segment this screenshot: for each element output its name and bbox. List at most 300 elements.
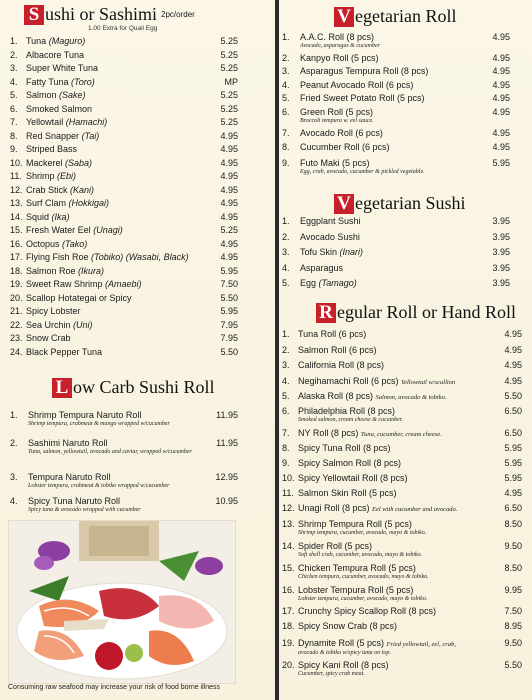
item-name-text: Tempura Naruto Roll [28, 472, 111, 482]
item-japanese-name: (Ika) [51, 211, 70, 222]
item-name-text: California Roll (8 pcs) [298, 360, 385, 370]
item-name [26, 90, 208, 101]
item-price: 4.95 [492, 107, 510, 117]
menu-item [10, 266, 238, 277]
item-description: Egg, crab, avocado, cucumber & pickled vegetable. [300, 169, 425, 175]
menu-item [282, 606, 522, 617]
item-name [298, 660, 494, 678]
item-number: 4. [10, 496, 18, 506]
menu-item [10, 50, 238, 61]
item-name-text: Crab Stick [26, 184, 68, 195]
menu-item [282, 443, 522, 454]
item-price: 4.95 [220, 238, 238, 249]
item-name-text: Chicken Tempura Roll (5 pcs) [298, 563, 416, 573]
item-name-text: Albacore Tuna [26, 49, 85, 60]
item-number: 6. [282, 406, 290, 416]
item-number: 22. [10, 319, 23, 330]
item-japanese-name: (Tai) [81, 130, 100, 141]
section-header-vegroll [334, 6, 456, 27]
menu-item [10, 496, 238, 514]
item-number: 12. [282, 503, 295, 513]
item-name [26, 198, 208, 209]
menu-item [10, 144, 238, 155]
item-number: 21. [10, 306, 23, 316]
item-name [26, 347, 208, 358]
item-name [298, 503, 494, 515]
item-price: 5.95 [220, 306, 238, 316]
item-name-text: Scallop Hotategai or Spicy [26, 292, 132, 303]
item-number: 20. [282, 660, 295, 670]
item-number: 19. [282, 638, 295, 648]
item-name-text: Salmon [26, 90, 57, 100]
item-number: 15. [10, 225, 23, 235]
item-name [26, 252, 208, 263]
item-number: 3. [10, 63, 18, 73]
menu-item [10, 347, 238, 358]
menu-item [282, 329, 522, 340]
item-name [26, 36, 208, 47]
item-name [298, 541, 494, 559]
item-number: 7. [282, 128, 290, 138]
item-number: 2. [282, 53, 290, 63]
item-price: 5.25 [220, 36, 238, 46]
menu-item [282, 638, 522, 657]
item-japanese-name: (Hamachi) [65, 117, 108, 127]
item-number: 1. [282, 329, 290, 339]
header-title: ow Carb Sushi Roll [73, 377, 215, 397]
header-initial: V [334, 194, 354, 214]
menu-item [282, 519, 522, 537]
item-description: Fried yellowtail, eel, crab, [386, 641, 456, 648]
item-price: 4.95 [492, 93, 510, 103]
item-name-text: Striped Bass [26, 144, 78, 154]
item-price: 5.25 [220, 90, 238, 100]
item-number: 3. [10, 472, 18, 482]
item-number: 1. [10, 410, 18, 420]
item-name [300, 66, 480, 77]
item-description: Tuna, cucumber, cream cheese. [360, 431, 442, 438]
item-price: 3.95 [492, 247, 510, 257]
menu-item [282, 232, 510, 243]
item-price: 9.95 [504, 585, 522, 595]
item-price: 6.50 [504, 406, 522, 416]
item-number: 18. [282, 621, 295, 631]
menu-item [10, 252, 238, 263]
item-price: 8.50 [504, 563, 522, 573]
menu-item [10, 212, 238, 223]
item-name-text: Super White Tuna [26, 63, 99, 73]
item-name-text: Spicy Tuna Naruto Roll [28, 496, 121, 506]
item-name-text: Red Snapper [26, 130, 80, 141]
item-japanese-name: (Unagi) [93, 225, 123, 235]
item-name-text: Sashimi Naruto Roll [28, 438, 108, 448]
item-number: 5. [282, 278, 290, 288]
item-price: 5.95 [504, 443, 522, 453]
item-name [300, 232, 480, 243]
item-name [26, 171, 208, 182]
menu-item [10, 77, 238, 88]
item-description: avocado & tobiko w/spicy tuna on top. [298, 650, 391, 656]
item-price: 5.25 [220, 63, 238, 73]
item-name [26, 158, 208, 169]
item-name [298, 406, 494, 424]
item-price: 7.50 [220, 279, 238, 289]
item-name [298, 376, 494, 388]
item-name [298, 473, 494, 484]
item-japanese-name: (Ebi) [57, 171, 77, 181]
menu-item [282, 473, 522, 484]
menu-item [10, 306, 238, 317]
item-name-text: Tofu Skin [300, 247, 338, 257]
item-description: Smoked salmon, cream cheese & cucumber. [298, 417, 403, 423]
menu-item [10, 158, 238, 169]
item-name [298, 458, 494, 469]
item-price: 8.50 [504, 519, 522, 529]
item-name-text: Avocado Roll (6 pcs) [300, 128, 383, 138]
item-name-text: Spider Roll (5 pcs) [298, 541, 373, 551]
item-number: 9. [282, 458, 290, 468]
item-price: 4.95 [220, 198, 238, 208]
menu-item [282, 53, 510, 64]
item-price: 7.50 [504, 606, 522, 616]
item-name [26, 104, 208, 115]
menu-item [282, 376, 522, 388]
item-name [300, 142, 480, 153]
item-name [298, 606, 494, 617]
item-description: Spicy tuna & avocado wrapped with cucumber [28, 507, 141, 513]
item-japanese-name: (Kani) [70, 184, 95, 195]
item-name-text: Yellowtail [26, 117, 64, 127]
item-name-text: Avocado Sushi [300, 231, 360, 242]
item-name [28, 472, 208, 490]
item-name-text: NY Roll (8 pcs) [298, 428, 359, 438]
item-number: 10. [282, 473, 295, 483]
item-name-text: Shrimp [26, 171, 55, 181]
header-title: ushi or Sashimi [45, 4, 158, 24]
item-name-text: Spicy Salmon Roll (8 pcs) [298, 458, 402, 468]
item-price: 4.95 [220, 171, 238, 181]
item-number: 3. [282, 247, 290, 257]
item-number: 13. [10, 198, 23, 208]
item-number: 1. [282, 216, 290, 226]
item-description: Eel with cucumber and avocado. [372, 506, 458, 513]
menu-item [10, 36, 238, 47]
item-name-text: Mackerel [26, 157, 63, 168]
item-price: 5.50 [220, 292, 238, 303]
menu-item [10, 117, 238, 128]
item-name-text: Asparagus [300, 262, 344, 273]
item-name-text: Squid [26, 211, 50, 222]
item-name [26, 212, 208, 223]
item-number: 3. [282, 360, 290, 370]
header-initial: V [334, 7, 354, 27]
item-price: 5.50 [504, 391, 522, 401]
item-number: 5. [282, 391, 290, 401]
item-number: 4. [282, 376, 290, 386]
menu-item [282, 458, 522, 469]
item-name [300, 247, 480, 258]
item-name [298, 585, 494, 603]
item-number: 14. [10, 211, 23, 222]
item-name [298, 329, 494, 340]
item-japanese-name: (Inari) [339, 247, 364, 257]
menu-item [282, 93, 510, 104]
menu-item [282, 503, 522, 515]
item-japanese-name: (Tako) [62, 238, 88, 249]
item-number: 2. [10, 49, 18, 60]
item-name [298, 360, 494, 371]
menu-item [282, 32, 510, 50]
item-name [26, 77, 208, 88]
item-name [300, 53, 480, 64]
item-number: 23. [10, 333, 23, 343]
item-japanese-name: (Maguro) [48, 36, 86, 46]
header-initial: S [24, 5, 44, 25]
item-name [26, 279, 208, 290]
item-number: 9. [10, 144, 18, 154]
item-name [26, 333, 208, 344]
item-number: 1. [10, 36, 18, 46]
item-description: Shrimp tempura, cucumber, avocado, mayo & tobiko. [298, 530, 427, 536]
item-price: 4.95 [504, 345, 522, 355]
item-price: 5.25 [220, 49, 238, 60]
item-name [26, 131, 208, 142]
item-name-text: Salmon Skin Roll (5 pcs) [298, 488, 397, 498]
item-name-text: Asparagus Tempura Roll (8 pcs) [300, 66, 429, 76]
item-name [298, 638, 494, 657]
item-name-text: Spicy Snow Crab (8 pcs) [298, 621, 398, 631]
item-price: 6.50 [504, 428, 522, 438]
item-number: 19. [10, 279, 23, 289]
menu-item [10, 171, 238, 182]
header-subtitle: 2pc/order [161, 10, 195, 19]
item-japanese-name: (Toro) [71, 76, 95, 87]
item-price: 4.95 [492, 53, 510, 63]
item-price: 5.95 [504, 458, 522, 468]
menu-item [10, 293, 238, 304]
menu-item [282, 107, 510, 125]
item-name [298, 345, 494, 356]
item-price: 5.95 [504, 473, 522, 483]
item-price: 4.95 [492, 32, 510, 42]
item-price: 5.25 [220, 103, 238, 114]
item-price: 10.95 [215, 496, 238, 506]
item-name-text: Spicy Lobster [26, 306, 81, 316]
menu-item [282, 488, 522, 499]
menu-item [282, 406, 522, 424]
menu-item [10, 333, 238, 344]
menu-item [282, 66, 510, 77]
item-name [298, 391, 494, 403]
item-number: 7. [10, 117, 18, 127]
menu-item [282, 541, 522, 559]
item-name [298, 428, 494, 440]
item-name-text: Tuna Roll (6 pcs) [298, 329, 367, 339]
item-name-text: Salmon Roe [26, 265, 76, 276]
item-number: 8. [10, 130, 18, 141]
item-price: 9.50 [504, 541, 522, 551]
item-number: 13. [282, 519, 295, 529]
menu-item [282, 142, 510, 153]
item-price: 4.95 [492, 128, 510, 138]
item-name-text: Peanut Avocado Roll (6 pcs) [300, 80, 414, 90]
item-name-text: Cucumber Roll (6 pcs) [300, 142, 390, 152]
menu-item [10, 472, 238, 490]
item-name-text: Green Roll (5 pcs) [300, 107, 374, 117]
item-name-text: Futo Maki (5 pcs) [300, 158, 370, 168]
menu-item [10, 438, 238, 456]
item-name [26, 144, 208, 155]
item-number: 18. [10, 265, 23, 276]
item-description: Broccoli tempura w. eel sauce. [300, 118, 374, 124]
item-description: Lobster tempura, cucumber, avocado, mayo & tobiko. [298, 596, 428, 602]
menu-item [282, 128, 510, 139]
item-name [300, 278, 480, 289]
item-name [298, 443, 494, 454]
item-name-text: Flying Fish Roe [26, 252, 89, 262]
menu-item [10, 131, 238, 142]
item-description: Avocado, asparagus & cucumber [300, 43, 380, 49]
quail-egg-note: 1.00 Extra for Quail Egg [88, 25, 158, 32]
item-number: 4. [10, 76, 18, 87]
item-name-text: Lobster Tempura Roll (5 pcs) [298, 585, 414, 595]
item-description: Shrimp tempura, crabmeat & mango wrapped w/cucumber [28, 421, 170, 427]
item-name-text: Shrimp Tempura Naruto Roll [28, 410, 142, 420]
item-price: 4.95 [504, 329, 522, 339]
item-number: 20. [10, 292, 23, 303]
item-name-text: Sweet Raw Shrimp [26, 279, 103, 289]
item-number: 8. [282, 142, 290, 152]
item-japanese-name: (Tobiko) (Wasabi, Black) [91, 252, 189, 262]
menu-item [282, 263, 510, 274]
item-number: 12. [10, 184, 23, 195]
item-number: 1. [282, 32, 290, 42]
item-name-text: Sea Urchin [26, 319, 71, 330]
item-name-text: Salmon Roll (6 pcs) [298, 345, 377, 355]
item-name [300, 107, 480, 125]
item-number: 7. [282, 428, 290, 438]
item-number: 16. [282, 585, 295, 595]
item-price: 4.95 [220, 184, 238, 195]
menu-item [282, 660, 522, 678]
header-title: egetarian Sushi [355, 193, 466, 213]
menu-item [10, 410, 238, 428]
header-title: egular Roll or Hand Roll [337, 302, 516, 322]
item-price: 5.25 [220, 117, 238, 127]
menu-item [282, 80, 510, 91]
item-price: 12.95 [215, 472, 238, 482]
item-number: 17. [10, 252, 23, 262]
item-name-text: Octopus [26, 238, 60, 249]
section-header-sushi [24, 4, 195, 25]
item-price: 4.95 [220, 211, 238, 222]
item-japanese-name: (Ikura) [78, 265, 105, 276]
item-price: 3.95 [492, 262, 510, 273]
menu-item [10, 104, 238, 115]
item-japanese-name: (Uni) [73, 319, 93, 330]
item-price: 4.95 [220, 144, 238, 154]
item-price: 3.95 [492, 216, 510, 226]
item-number: 2. [10, 438, 18, 448]
item-name-text: Smoked Salmon [26, 103, 93, 114]
item-name-text: Spicy Tuna Roll (8 pcs) [298, 443, 391, 453]
item-number: 5. [10, 90, 18, 100]
item-number: 15. [282, 563, 295, 573]
item-price: 5.50 [504, 660, 522, 670]
item-price: 4.95 [504, 376, 522, 386]
item-price: 5.25 [220, 225, 238, 235]
item-number: 6. [10, 103, 18, 114]
item-price: 3.95 [492, 278, 510, 288]
menu-item [282, 391, 522, 403]
item-price: 4.95 [220, 130, 238, 141]
item-price: 5.95 [492, 158, 510, 168]
item-name [26, 185, 208, 196]
item-name [28, 496, 208, 514]
item-name-text: Snow Crab [26, 333, 71, 343]
item-number: 8. [282, 443, 290, 453]
item-price: 9.50 [504, 638, 522, 648]
sashimi-platter-image [8, 520, 236, 684]
footer-note: Consuming raw seafood may increase your risk of food borne illness [8, 684, 221, 691]
item-price: 11.95 [216, 410, 238, 420]
item-name [26, 239, 208, 250]
item-name-text: A.A.C. Roll (8 pcs) [300, 32, 375, 42]
item-name-text: Negihamachi Roll (6 pcs) [298, 376, 399, 386]
item-name [26, 50, 208, 61]
item-price: 7.95 [220, 333, 238, 343]
item-description: Salmon, avocado & tobiko. [375, 394, 447, 401]
item-name-text: Crunchy Spicy Scallop Roll (8 pcs) [298, 606, 437, 616]
item-japanese-name: (Saba) [65, 157, 93, 168]
item-name-text: Philadelphia Roll (8 pcs) [298, 406, 396, 416]
item-description: Chicken tempura, cucumber, avocado, mayo & tobiko. [298, 574, 429, 580]
item-name-text: Fresh Water Eel [26, 225, 91, 235]
item-description: Lobster tempura, crabmeat & tobiko wrapped w/cucumber [28, 483, 170, 489]
item-number: 3. [282, 66, 290, 76]
item-name [26, 293, 208, 304]
column-divider [275, 0, 279, 700]
item-price: 7.95 [220, 319, 238, 330]
header-initial: L [52, 378, 72, 398]
item-name [298, 519, 494, 537]
item-number: 4. [282, 80, 290, 90]
item-name [300, 263, 480, 274]
item-name [300, 32, 480, 50]
item-name [26, 225, 208, 236]
item-name-text: Eggplant Sushi [300, 216, 361, 226]
menu-item [10, 279, 238, 290]
menu-item [282, 278, 510, 289]
item-number: 17. [282, 606, 295, 616]
item-description: Yellowtail w/scallion [401, 379, 456, 386]
item-name [26, 117, 208, 128]
item-name [28, 438, 208, 456]
item-price: 4.95 [492, 80, 510, 90]
menu-item [10, 239, 238, 250]
item-name-text: Dynamite Roll (5 pcs) [298, 638, 385, 648]
item-name-text: Egg [300, 278, 317, 288]
item-number: 9. [282, 158, 290, 168]
item-price: 4.95 [504, 360, 522, 370]
item-name [26, 320, 208, 331]
item-price: 3.95 [492, 231, 510, 242]
item-name [28, 410, 208, 428]
menu-item [282, 158, 510, 176]
item-number: 11. [282, 488, 294, 498]
item-number: 16. [10, 238, 23, 249]
menu-item [282, 216, 510, 227]
